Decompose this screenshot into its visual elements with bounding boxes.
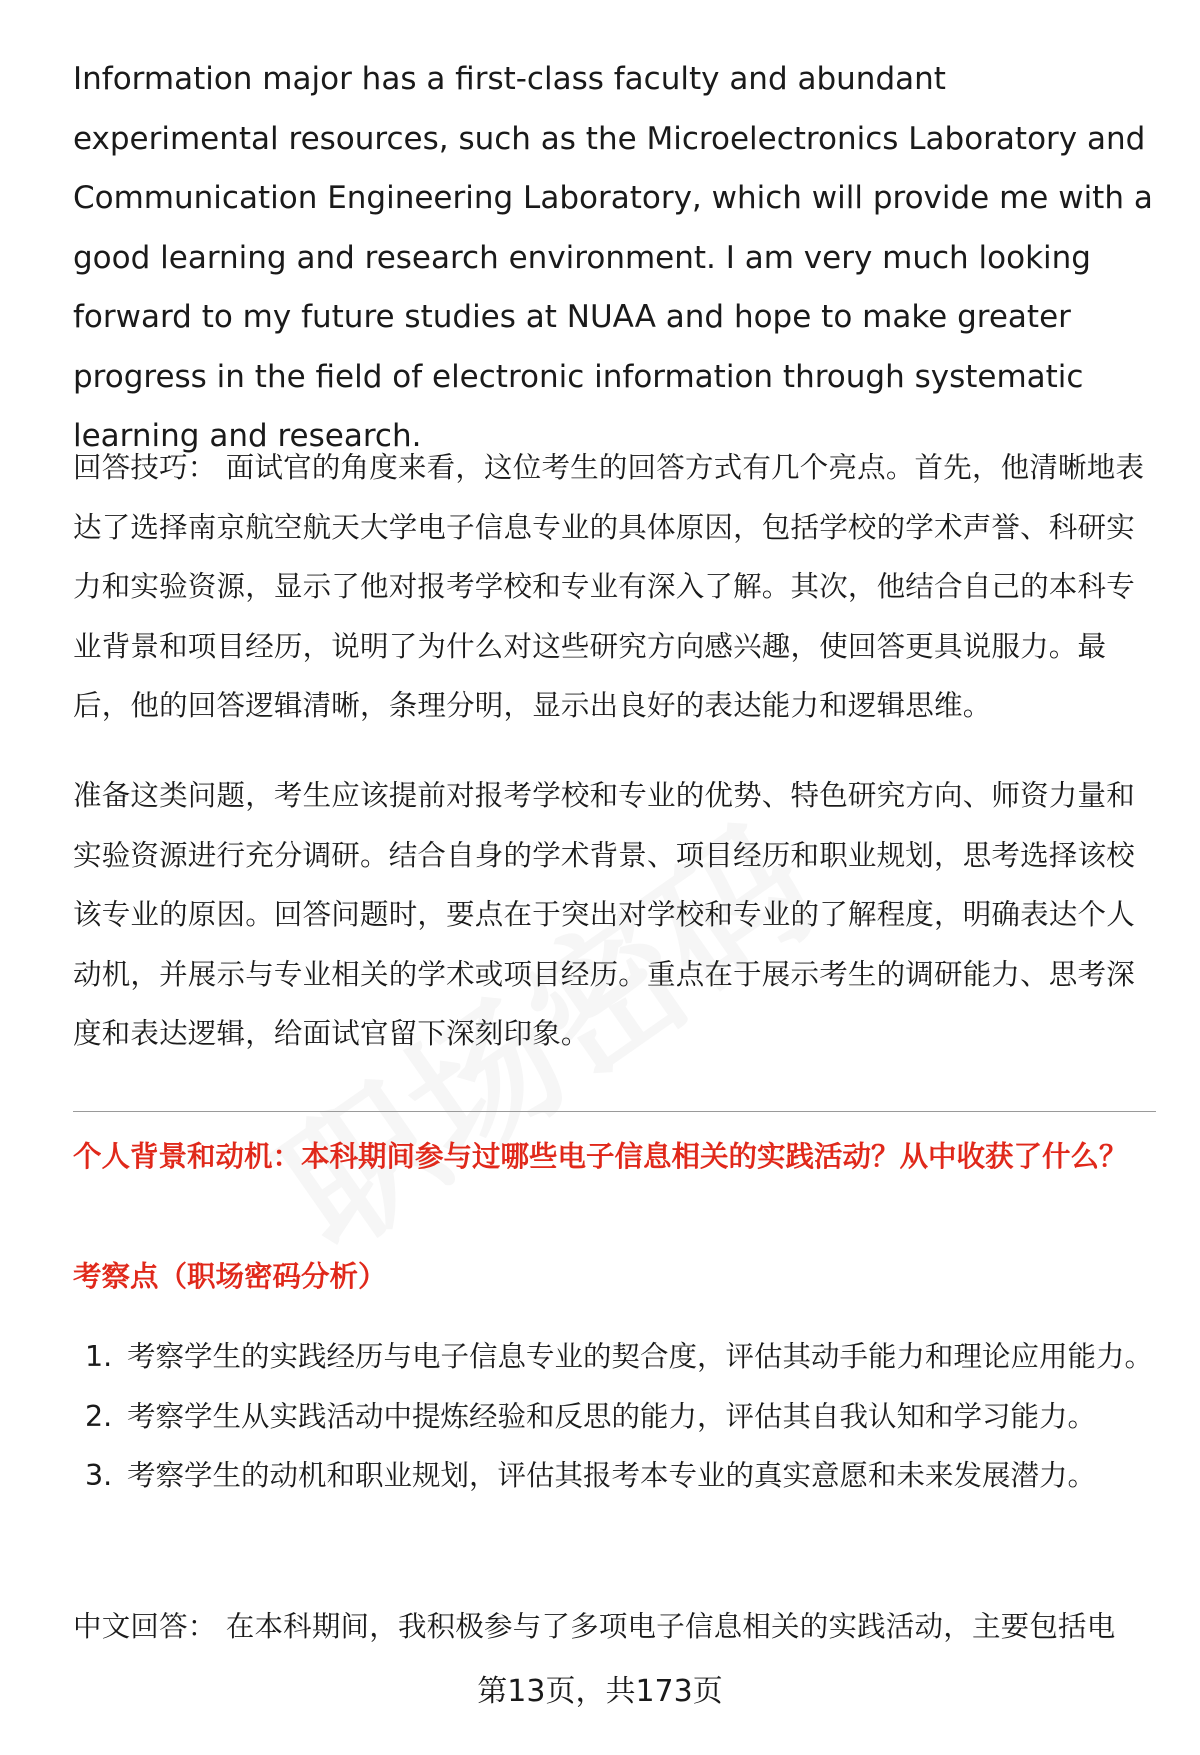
page-number: 第13页，共173页 — [477, 1674, 723, 1709]
chinese-answer-paragraph: 中文回答： 在本科期间，我积极参与了多项电子信息相关的实践活动，主要包括电 — [73, 1610, 1116, 1643]
section-divider — [73, 1111, 1156, 1112]
english-answer-paragraph: Information major has a first-class faculty and abundant experimental resources, such as the Microelectronics Laboratory and Communication Engineering Laboratory, which will provide me with a good learning and research environment. I am very much looking forward to my future studies at NUAA and hope to make greater progress in the field of electronic information through systematic learning and research. — [73, 61, 1153, 454]
answer-tips-paragraph: 回答技巧： 面试官的角度来看，这位考生的回答方式有几个亮点。首先，他清晰地表达了选择南京航空航天大学电子信息专业的具体原因，包括学校的学术声誉、科研实力和实验资源，显示了他对报考学校和专业有深入了解。其次，他结合自己的本科专业背景和项目经历，说明了为什么对这些研究方向感兴趣，使回答更具说服力。最后，他的回答逻辑清晰，条理分明，显示出良好的表达能力和逻辑思维。 — [73, 451, 1145, 722]
list-item-text: 考察学生的动机和职业规划，评估其报考本专业的真实意愿和未来发展潜力。 — [127, 1459, 1097, 1492]
list-item-text: 考察学生的实践经历与电子信息专业的契合度，评估其动手能力和理论应用能力。 — [127, 1340, 1154, 1373]
list-item-number: 1. — [85, 1340, 113, 1373]
question-heading: 个人背景和动机：本科期间参与过哪些电子信息相关的实践活动？从中收获了什么？ — [73, 1140, 1128, 1173]
assessment-points-heading: 考察点（职场密码分析） — [73, 1260, 387, 1293]
list-item — [73, 1446, 1153, 1506]
preparation-advice-paragraph: 准备这类问题，考生应该提前对报考学校和专业的优势、特色研究方向、师资力量和实验资源进行充分调研。结合自身的学术背景、项目经历和职业规划，思考选择该校该专业的原因。回答问题时，要点在于突出对学校和专业的了解程度，明确表达个人动机，并展示与专业相关的学术或项目经历。重点在于展示考生的调研能力、思考深度和表达逻辑，给面试官留下深刻印象。 — [73, 779, 1135, 1050]
list-item-number: 2. — [85, 1399, 113, 1433]
assessment-points-list — [73, 1327, 1153, 1506]
list-item-number: 3. — [85, 1459, 113, 1492]
list-item — [73, 1327, 1153, 1387]
list-item — [73, 1387, 1153, 1447]
list-item-text: 考察学生从实践活动中提炼经验和反思的能力，评估其自我认知和学习能力。 — [127, 1399, 1097, 1433]
